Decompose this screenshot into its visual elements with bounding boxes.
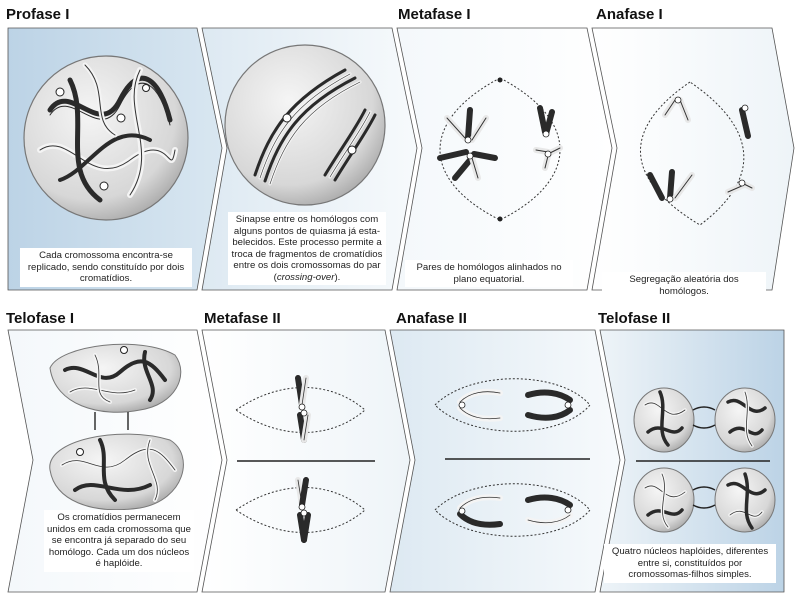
- title-anafase-2: Anafase II: [396, 310, 467, 327]
- caption-anafase-1: Segregação aleatória dos homólogos.: [602, 272, 766, 299]
- profase-1-cell: [24, 56, 188, 220]
- title-anafase-1: Anafase I: [596, 6, 663, 23]
- title-telofase-2: Telofase II: [598, 310, 671, 327]
- caption-metafase-1: Pares de homólogos alinhados no plano equatorial.: [405, 260, 573, 287]
- caption-telofase-1: Os cromatídios permanecem unidos em cada cromossoma que se encontra já separado do seu homólogo. Cada um dos núcleos é haplóide.: [44, 510, 194, 572]
- caption-profase-1: Cada cromossoma encontra-se replicado, sendo constituído por dois cromatídios.: [20, 248, 192, 287]
- title-telofase-1: Telofase I: [6, 310, 75, 327]
- title-metafase-2: Metafase II: [204, 310, 281, 327]
- caption-sinapse-text: Sinapse entre os homólogos com alguns pontos de quiasma já esta-belecidos. Este processo permite a troca de fragmentos de cromatídios entre os dois cromossomas do par (: [231, 214, 383, 283]
- sinapse-cell: [225, 45, 385, 205]
- panel-anafase-1: [592, 28, 794, 290]
- title-metafase-1: Metafase I: [398, 6, 471, 23]
- caption-sinapse-end: ).: [334, 271, 341, 283]
- panel-metafase-1: [397, 28, 612, 290]
- title-profase-1: Profase I: [6, 6, 70, 23]
- caption-telofase-2: Quatro núcleos haplóides, diferentes entre si, constituídos por cromossomas-filhos simples.: [604, 544, 776, 583]
- caption-sinapse-italic: crossing-over: [276, 271, 335, 283]
- panel-anafase-2: [390, 330, 620, 592]
- caption-sinapse: [228, 212, 386, 285]
